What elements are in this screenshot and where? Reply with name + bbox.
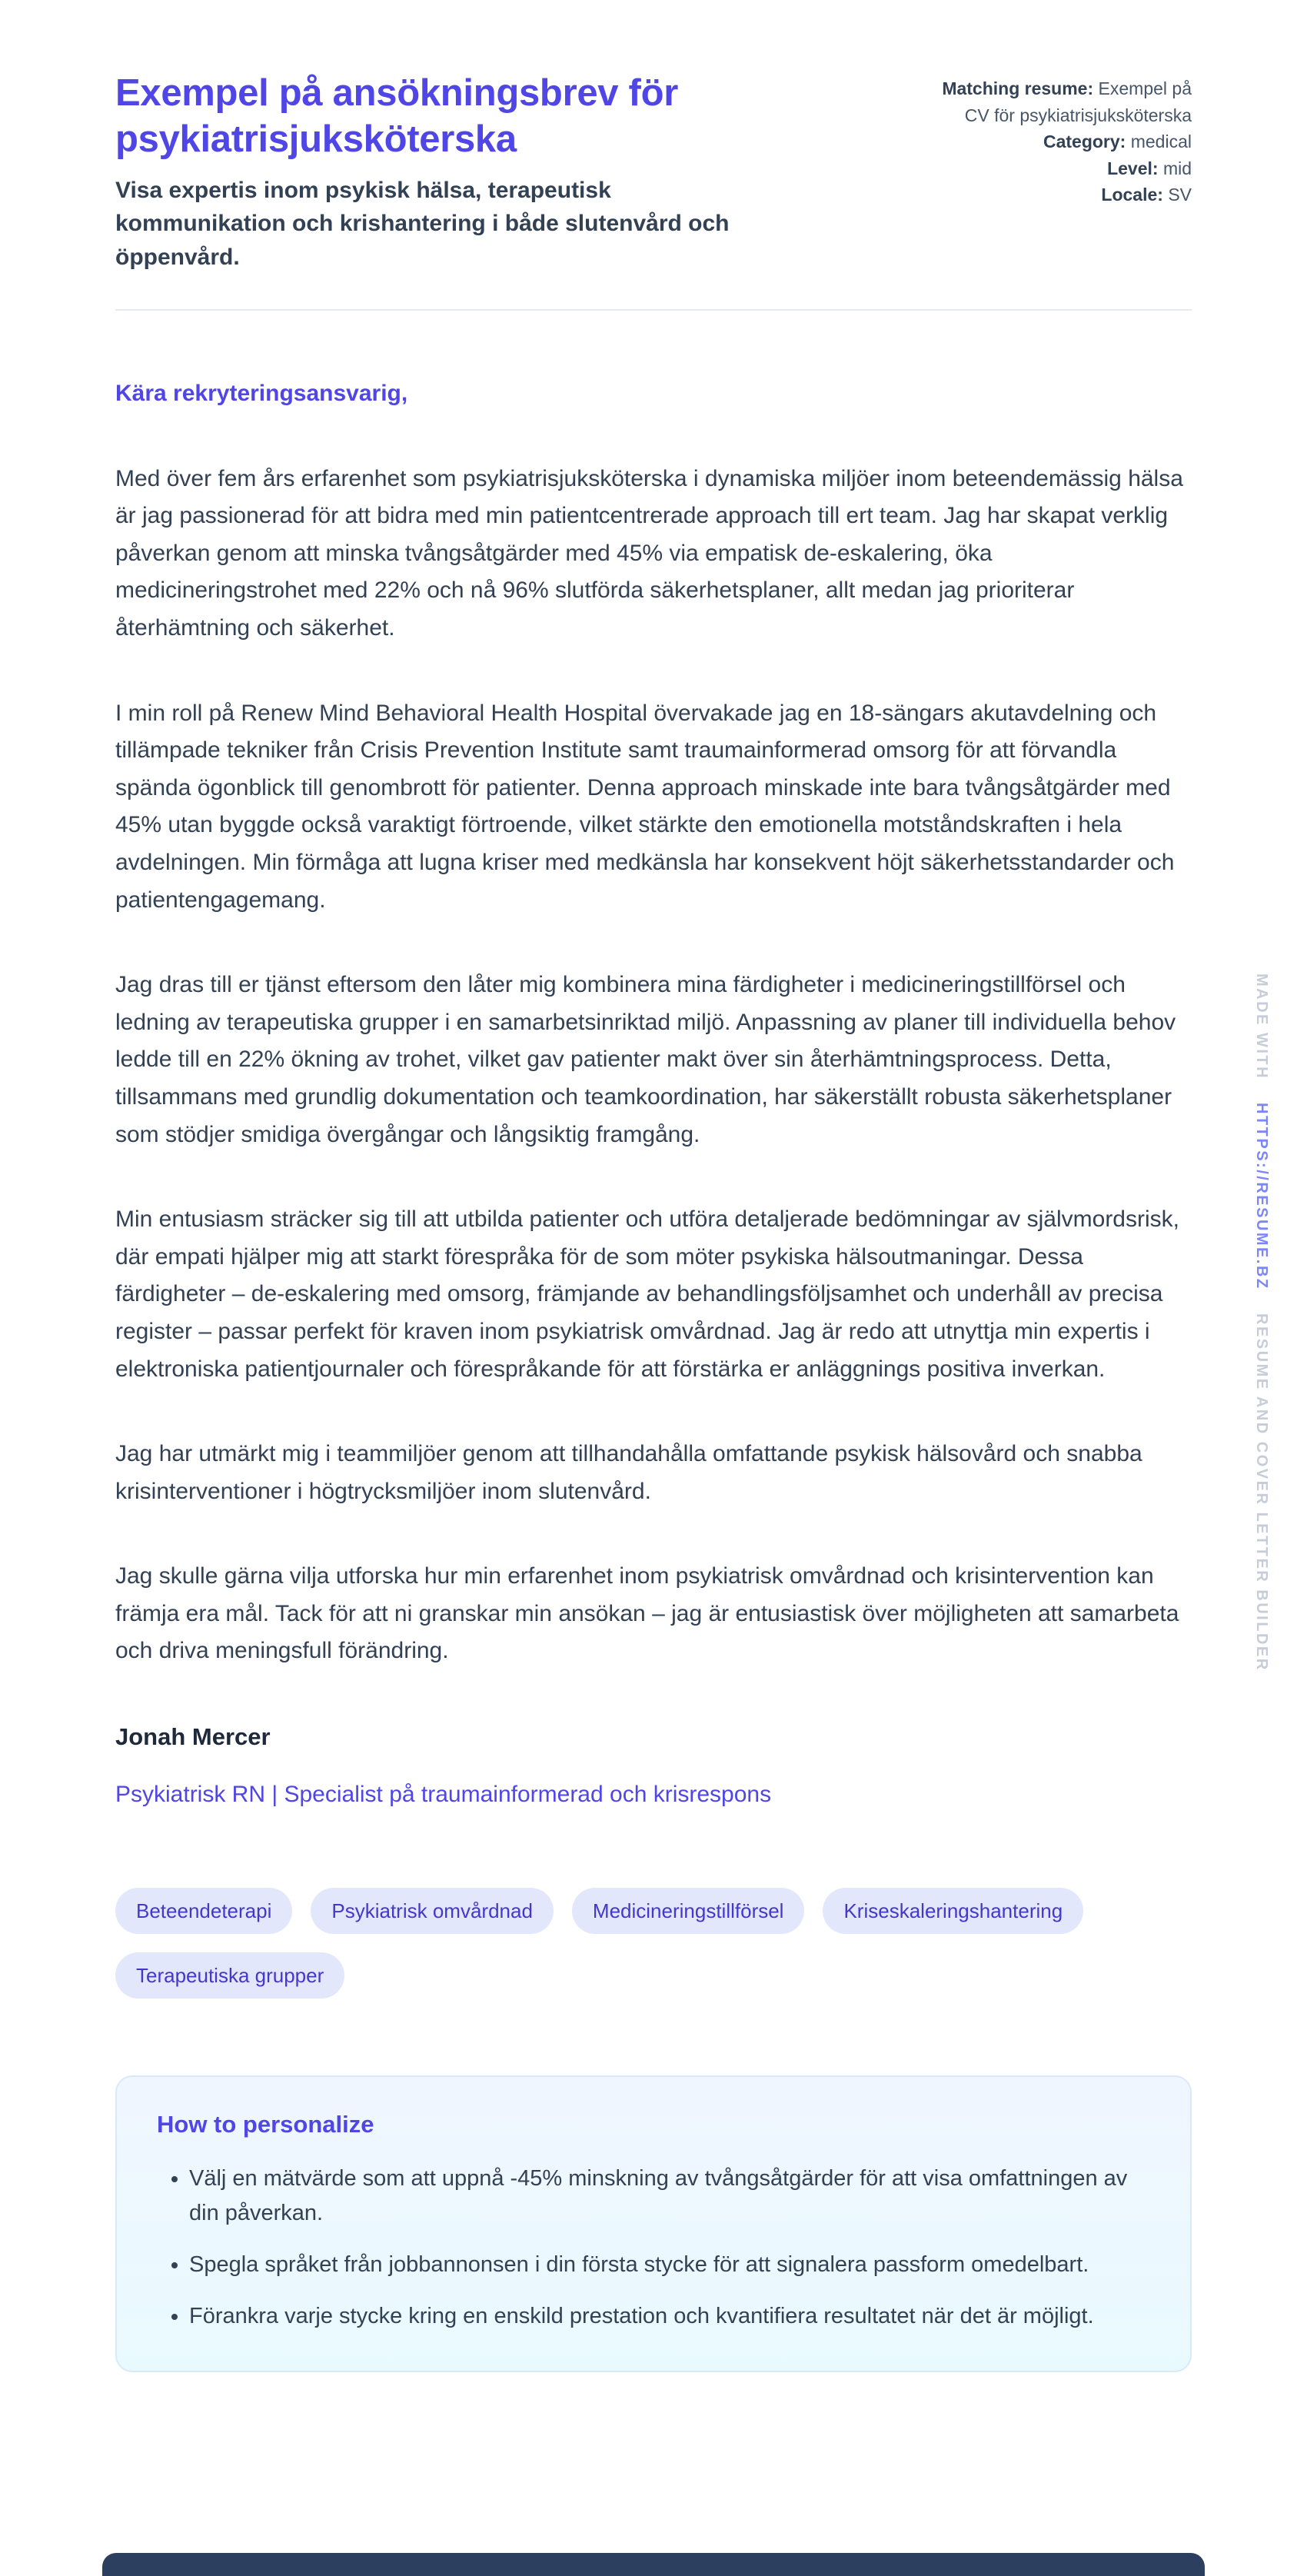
main-content	[115, 0, 1192, 2372]
letter-paragraph-2: I min roll på Renew Mind Behavioral Health Hospital övervakade jag en 18-sängars akutavdelning och tillämpade tekniker från Crisis Prevention Institute samt traumainformerad omsorg för att förvandla spända ögonblick till genombrott för patienter. Denna approach minskade inte bara tvångsåtgärder med 45% utan byggde också varaktigt förtroende, vilket stärkte den emotionella motståndskraften i hela avdelningen. Min förmåga att lugna kriser med medkänsla har konsekvent höjt säkerhetsstandarder och patientengagemang.	[115, 700, 1175, 913]
page-title: Exempel på ansökningsbrev för psykiatrisjuksköterska	[115, 72, 678, 160]
personalize-box	[115, 2075, 1192, 2372]
watermark	[1252, 965, 1270, 1679]
header	[115, 71, 1192, 274]
tag-list	[115, 1888, 1192, 1999]
signature-name: Jonah Mercer	[115, 1723, 271, 1751]
meta-matching-resume	[934, 75, 1192, 128]
meta-level-label: Level:	[1107, 158, 1159, 178]
footer-bar	[102, 2553, 1205, 2576]
letter-paragraph-4: Min entusiasm sträcker sig till att utbilda patienter och utföra detaljerade bedömningar av självmordsrisk, där empati hjälper mig att starkt förespråka för de som möter psykiska hälsoutmaningar. Dessa färdigheter – de-eskalering med omsorg, främjande av behandlingsföljsamhet och underhåll av precisa register – passar perfekt för kraven inom psykiatrisk omvårdnad. Jag är redo att utnyttja min expertis i elektroniska patientjournaler och förespråkande för att förstärka er anläggnings positiva inverkan.	[115, 1206, 1179, 1382]
watermark-builder-text: RESUME AND COVER LETTER BUILDER	[1253, 1313, 1270, 1672]
meta-locale-label: Locale:	[1101, 185, 1163, 205]
meta-locale-value: SV	[1168, 185, 1192, 205]
meta-category-label: Category:	[1043, 131, 1126, 151]
meta-level-value: mid	[1162, 158, 1192, 178]
cover-letter	[115, 375, 1192, 1814]
personalize-list	[157, 2162, 1150, 2334]
tag-pill-terapeutiska-grupper[interactable]: Terapeutiska grupper	[115, 1952, 344, 1999]
tag-pill-medicineringstillforsel[interactable]: Medicineringstillförsel	[572, 1888, 805, 1934]
meta-category	[934, 128, 1192, 155]
personalize-tip-3: • Förankra varje stycke kring en enskild prestation och kvantifiera resultatet när det är möjligt.	[189, 2299, 1150, 2334]
meta-level	[934, 155, 1192, 182]
meta-matching-resume-label: Matching resume:	[942, 78, 1094, 98]
personalize-title: How to personalize	[157, 2110, 374, 2138]
letter-paragraph-6: Jag skulle gärna vilja utforska hur min erfarenhet inom psykiatrisk omvårdnad och krisintervention kan främja era mål. Tack för att ni granskar min ansökan – jag är entusiastisk över möjligheten att samarbeta och driva meningsfull förändring.	[115, 1563, 1179, 1664]
header-title-block	[115, 71, 830, 274]
letter-paragraph-5: Jag har utmärkt mig i teammiljöer genom att tillhandahålla omfattande psykisk hälsovård och snabba krisinterventioner i högtrycksmiljöer inom slutenvård.	[115, 1441, 1142, 1504]
page-subtitle: Visa expertis inom psykisk hälsa, terapeutisk kommunikation och krishantering i både slutenvård och öppenvård.	[115, 177, 730, 270]
header-divider	[115, 309, 1192, 311]
meta-category-value: medical	[1130, 131, 1192, 151]
signature-role: Psykiatrisk RN | Specialist på traumainformerad och krisrespons	[115, 1782, 772, 1808]
letter-greeting: Kära rekryteringsansvarig,	[115, 381, 408, 407]
tag-pill-kriseskaleringshantering[interactable]: Kriseskaleringshantering	[823, 1888, 1083, 1934]
meta-panel	[934, 71, 1192, 208]
personalize-tip-1: • Välj en mätvärde som att uppnå -45% minskning av tvångsåtgärder för att visa omfattningen av din påverkan.	[189, 2162, 1150, 2231]
meta-matching-resume-value: Exempel på CV för psykiatrisjuksköterska	[964, 78, 1192, 125]
letter-paragraph-3: Jag dras till er tjänst eftersom den låter mig kombinera mina färdigheter i medicineringstillförsel och ledning av terapeutiska grupper i en samarbetsinriktad miljö. Anpassning av planer till individuella behov ledde till en 22% ökning av trohet, vilket gav patienter makt över sin återhämtningsprocess. Detta, tillsammans med grundlig dokumentation och teamkoordination, har säkerställt robusta säkerhetsplaner som stödjer smidiga övergångar och långsiktig framgång.	[115, 972, 1176, 1147]
watermark-resume-bz-link[interactable]: HTTPS://RESUME.BZ	[1253, 1103, 1270, 1290]
meta-locale	[934, 181, 1192, 208]
letter-paragraph-1: Med över fem års erfarenhet som psykiatrisjuksköterska i dynamiska miljöer inom beteendemässig hälsa är jag passionerad för att bidra med min patientcentrerade approach till ert team. Jag har skapat verklig påverkan genom att minska tvångsåtgärder med 45% via empatisk de-eskalering, öka medicineringstrohet med 22% och nå 96% slutförda säkerhetsplaner, allt medan jag prioriterar återhämtning och säkerhet.	[115, 465, 1183, 641]
tag-pill-beteendeterapi[interactable]: Beteendeterapi	[115, 1888, 292, 1934]
personalize-tip-2: • Spegla språket från jobbannonsen i din första stycke för att signalera passform omedelbart.	[189, 2248, 1150, 2282]
tag-pill-psykiatrisk-omvardnad[interactable]: Psykiatrisk omvårdnad	[311, 1888, 554, 1934]
watermark-made-with: MADE WITH	[1253, 973, 1270, 1080]
